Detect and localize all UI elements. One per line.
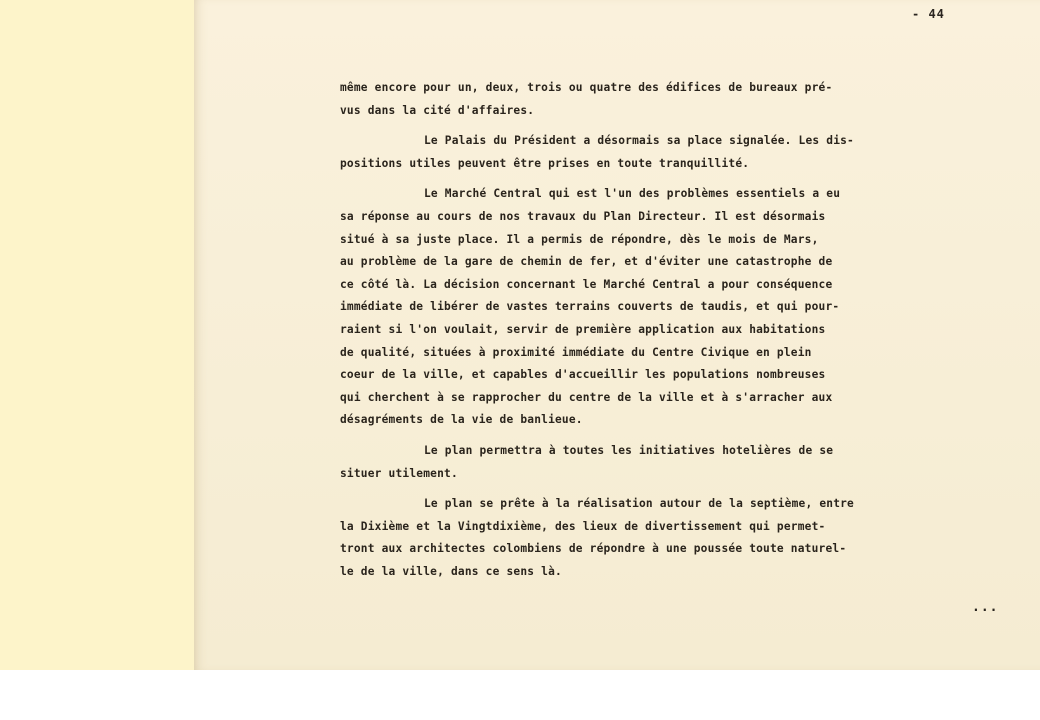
text-line: situer utilement. <box>340 466 458 480</box>
text-line: ce côté là. La décision concernant le Marché Central a pour conséquence <box>340 277 833 291</box>
text-line: de qualité, situées à proximité immédiate du Centre Civique en plein <box>340 345 812 359</box>
text-line: tront aux architectes colombiens de répondre à une poussée toute naturel- <box>340 542 847 556</box>
text-line: raient si l'on voulait, servir de première application aux habitations <box>340 322 826 336</box>
paragraph-3 <box>340 183 955 432</box>
scan-margin <box>0 0 194 670</box>
text-line: Le plan permettra à toutes les initiatives hotelières de se <box>424 443 834 457</box>
text-line: la Dixième et la Vingtdixième, des lieux de divertissement qui permet- <box>340 519 826 533</box>
paragraph-4 <box>340 440 955 485</box>
paragraph-1 <box>340 77 955 122</box>
text-line: coeur de la ville, et capables d'accueillir les populations nombreuses <box>340 368 826 382</box>
text-line: situé à sa juste place. Il a permis de répondre, dès le mois de Mars, <box>340 232 819 246</box>
page-number: - 44 <box>912 7 945 21</box>
text-line: au problème de la gare de chemin de fer, et d'éviter une catastrophe de <box>340 255 833 269</box>
document-body <box>340 77 955 591</box>
text-line: positions utiles peuvent être prises en toute tranquillité. <box>340 156 750 170</box>
text-line: Le Palais du Président a désormais sa place signalée. Les dis- <box>424 134 854 148</box>
text-line: qui cherchent à se rapprocher du centre de la ville et à s'arracher aux <box>340 390 833 404</box>
paragraph-5 <box>340 493 955 583</box>
text-line: même encore pour un, deux, trois ou quatre des édifices de bureaux pré- <box>340 81 833 94</box>
text-line: Le Marché Central qui est l'un des problèmes essentiels a eu <box>424 187 841 201</box>
continuation-mark: ... <box>972 600 999 615</box>
paragraph-2 <box>340 130 955 175</box>
text-line: le de la ville, dans ce sens là. <box>340 564 562 578</box>
text-line: sa réponse au cours de nos travaux du Plan Directeur. Il est désormais <box>340 209 826 223</box>
text-line: Le plan se prête à la réalisation autour de la septième, entre <box>424 497 854 511</box>
text-line: désagréments de la vie de banlieue. <box>340 413 583 427</box>
text-line: immédiate de libérer de vastes terrains couverts de taudis, et qui pour- <box>340 300 840 314</box>
text-line: vus dans la cité d'affaires. <box>340 103 535 117</box>
